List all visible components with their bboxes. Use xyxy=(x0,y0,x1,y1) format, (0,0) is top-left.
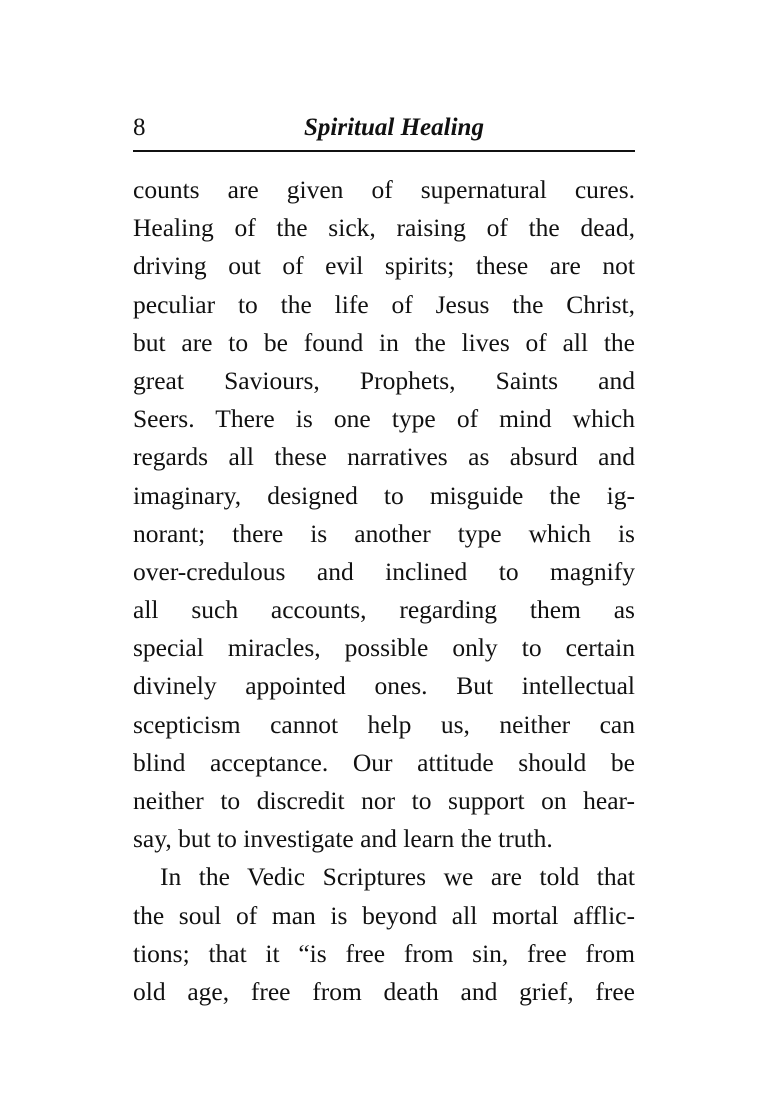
text-line: counts are given of supernatural cures. xyxy=(133,175,635,204)
text-line: over-credulous and inclined to magnify xyxy=(133,556,635,586)
header-rule xyxy=(133,150,635,152)
running-title: Spiritual Healing xyxy=(304,114,484,141)
text-line: regards all these narratives as absurd and xyxy=(133,442,635,472)
running-head xyxy=(133,110,635,146)
text-line: but are to be found in the lives of all the xyxy=(133,327,635,357)
paragraph-start-line: In the Vedic Scriptures we are told that xyxy=(160,862,635,892)
text-line: great Saviours, Prophets, Saints and xyxy=(133,365,635,395)
text-line: neither to discredit nor to support on hear- xyxy=(133,786,635,815)
text-line: tions; that it “is free from sin, free from xyxy=(133,938,635,968)
text-line: Seers. There is one type of mind which xyxy=(133,404,635,434)
text-line: say, but to investigate and learn the truth. xyxy=(133,824,553,854)
text-line: peculiar to the life of Jesus the Christ, xyxy=(133,289,635,319)
text-line: driving out of evil spirits; these are not xyxy=(133,251,635,281)
text-line: imaginary, designed to misguide the ig- xyxy=(133,480,635,510)
text-line: scepticism cannot help us, neither can xyxy=(133,709,635,739)
text-line: all such accounts, regarding them as xyxy=(133,595,635,625)
text-line: the soul of man is beyond all mortal afflic- xyxy=(133,900,635,930)
text-line: blind acceptance. Our attitude should be xyxy=(133,747,635,777)
text-line: norant; there is another type which is xyxy=(133,518,635,548)
text-line: Healing of the sick, raising of the dead, xyxy=(133,213,635,243)
page-number: 8 xyxy=(133,114,146,141)
text-line: old age, free from death and grief, free xyxy=(133,976,635,1006)
text-line: special miracles, possible only to certain xyxy=(133,633,635,663)
text-line: divinely appointed ones. But intellectual xyxy=(133,671,635,701)
body-text xyxy=(133,171,635,1011)
